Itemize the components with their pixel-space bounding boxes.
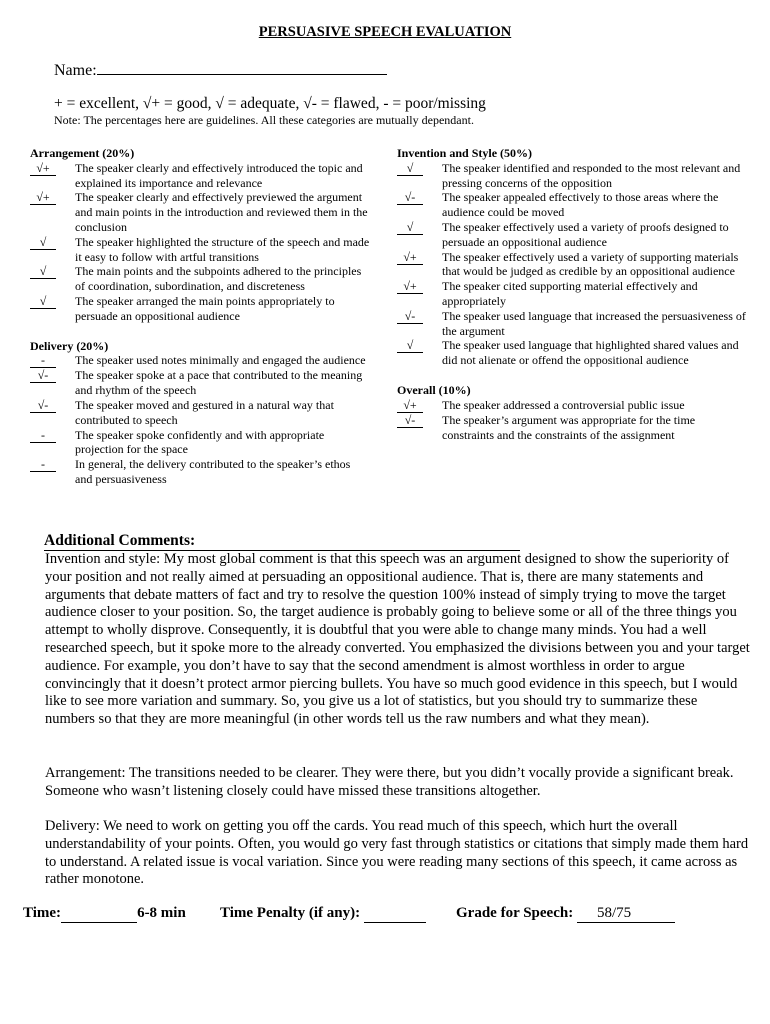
rating-mark: √- (397, 413, 423, 428)
delivery-title: Delivery (20%) (30, 338, 109, 353)
rating-mark: √+ (397, 398, 423, 413)
time-label: Time: (23, 905, 62, 921)
grade-label: Grade for Speech: (456, 905, 574, 921)
criterion-text: The speaker’s argument was appropriate for the time constraints and the constraints of the assignment (442, 412, 696, 442)
criterion-row (30, 235, 370, 265)
penalty-label: Time Penalty (if any): (220, 905, 361, 921)
criterion-row (30, 190, 370, 234)
criterion-text: The speaker used language that increased the persuasiveness of the argument (442, 308, 746, 338)
rating-mark: √+ (397, 250, 423, 265)
rating-mark: - (30, 457, 56, 472)
delivery-list (30, 353, 370, 486)
grade-blank-right (631, 905, 675, 923)
overall-list (397, 398, 747, 443)
criterion-text: The speaker used language that highlighted shared values and did not alienate or offend the oppositional audience (442, 338, 739, 368)
penalty-blank (364, 905, 426, 923)
rating-mark: √ (397, 338, 423, 353)
rating-mark: √ (30, 264, 56, 279)
criterion-text: In general, the delivery contributed to the speaker’s ethos and persuasiveness (75, 457, 351, 486)
penalty-field (220, 905, 426, 923)
rating-mark: √+ (30, 190, 56, 205)
criterion-text: The main points and the subpoints adhered to the principles of coordination, subordination, and discreteness (75, 264, 362, 294)
comments-title-text: Additional Comments: (44, 532, 196, 549)
criterion-text: The speaker spoke at a pace that contributed to the meaning and rhythm of the speech (75, 368, 363, 398)
criterion-row (397, 279, 747, 309)
rating-mark: √- (397, 309, 423, 324)
criterion-row (397, 220, 747, 250)
comment-arrangement: Arrangement: The transitions needed to be clearer. They were there, but you didn’t vocally provide a significant break. Someone who wasn’t listening closely could have missed these transitions altogether. (45, 765, 734, 799)
criterion-row (397, 161, 747, 191)
criterion-row (397, 250, 747, 280)
guideline-note: Note: The percentages here are guidelines. All these categories are mutually dependant. (54, 113, 474, 127)
rating-mark: √- (397, 190, 423, 205)
comment-delivery: Delivery: We need to work on getting you off the cards. You read much of this speech, which hurt the overall understandability of your points. Often, you would go very fast through statistics or citations that simply made them hard to understand. A related issue is vocal variation. Since you were reading many sections of this speech, it came across as rather monotone. (45, 818, 749, 888)
page-title: PERSUASIVE SPEECH EVALUATION (258, 24, 512, 40)
criterion-row (30, 368, 370, 398)
invention-title: Invention and Style (50%) (397, 146, 533, 160)
left-column (30, 146, 370, 487)
rating-mark: √ (397, 220, 423, 235)
criterion-text: The speaker cited supporting material effectively and appropriately (442, 279, 698, 308)
arrangement-title: Arrangement (20%) (30, 146, 135, 160)
rating-legend: + = excellent, √+ = good, √ = adequate, √- = flawed, - = poor/missing (54, 95, 486, 112)
criterion-text: The speaker identified and responded to the most relevant and pressing concerns of the opposition (442, 160, 741, 190)
rating-mark: √- (30, 398, 56, 413)
rating-mark: √+ (30, 161, 56, 176)
comment-invention: Invention and style: My most global comment is that this speech was an argument designed to show the superiority of your position and not really aimed at persuading an oppositional audience. That is, there are many statements and arguments that debate matters of fact and try to resolve the question 100% instead of simply trying to move the target audience closer to your position. So, the target audience is probably going to believe some or all of the three things you attempt to wholly disprove. Consequently, it is doubtful that you were able to change many minds. You had a well researched speech, but it spoke more to the already converted. You emphasized the divisions between you and your target audience. For example, you don’t have to say that the second amendment is almost worthless in order to argue convincingly that it doesn’t protect armor piercing bullets. You have so much good evidence in this speech, but I would like to see more variation and summary. So, you give us a lot of statistics, but you should try to summarize these numbers so that they are more meaningful (in other words tell us the raw numbers and what they mean). (45, 551, 750, 728)
rating-mark: - (30, 353, 56, 368)
rating-mark: √+ (397, 279, 423, 294)
criterion-row (30, 294, 370, 324)
arrangement-list (30, 161, 370, 324)
criterion-row (397, 309, 747, 339)
criterion-row (397, 398, 747, 413)
criterion-row (30, 353, 370, 368)
criterion-text: The speaker used notes minimally and engaged the audience (75, 353, 366, 368)
time-value: 6-8 min (137, 905, 186, 921)
criterion-text: The speaker addressed a controversial public issue (442, 397, 685, 412)
comments-title (44, 532, 520, 551)
rating-mark: √ (30, 235, 56, 250)
criterion-text: The speaker clearly and effectively introduced the topic and explained its importance and relevance (75, 160, 363, 190)
overall-title: Overall (10%) (397, 382, 471, 397)
criterion-text: The speaker highlighted the structure of the speech and made it easy to follow with artful transitions (75, 234, 370, 264)
criterion-text: The speaker moved and gestured in a natural way that contributed to speech (75, 397, 334, 427)
criterion-row (30, 264, 370, 294)
rating-mark: √- (30, 368, 56, 383)
name-label: Name: (54, 62, 97, 79)
rating-mark: - (30, 428, 56, 443)
grade-field (456, 905, 675, 923)
criterion-text: The speaker appealed effectively to those areas where the audience could be moved (442, 190, 719, 220)
rating-mark: √ (30, 294, 56, 309)
name-field (54, 60, 387, 80)
time-field (23, 905, 186, 923)
grade-value: 58/75 (596, 905, 632, 921)
name-blank (97, 60, 387, 75)
criterion-row (30, 161, 370, 191)
rating-mark: √ (397, 161, 423, 176)
right-column (397, 146, 747, 442)
invention-list (397, 161, 747, 368)
criterion-row (397, 338, 747, 368)
criterion-text: The speaker arranged the main points appropriately to persuade an oppositional audience (75, 293, 335, 323)
criterion-row (397, 413, 747, 443)
criterion-row (30, 428, 370, 458)
criterion-text: The speaker effectively used a variety of supporting materials that would be judged as credible by an oppositional audience (442, 249, 739, 279)
criterion-row (30, 398, 370, 428)
criterion-text: The speaker effectively used a variety of proofs designed to persuade an oppositional audience (442, 219, 729, 249)
time-blank (61, 905, 137, 923)
criterion-row (397, 190, 747, 220)
criterion-row (30, 457, 370, 487)
grade-blank-left (577, 905, 597, 923)
criterion-text: The speaker clearly and effectively previewed the argument and main points in the introduction and reviewed them in the conclusion (75, 190, 368, 234)
criterion-text: The speaker spoke confidently and with appropriate projection for the space (75, 427, 325, 457)
